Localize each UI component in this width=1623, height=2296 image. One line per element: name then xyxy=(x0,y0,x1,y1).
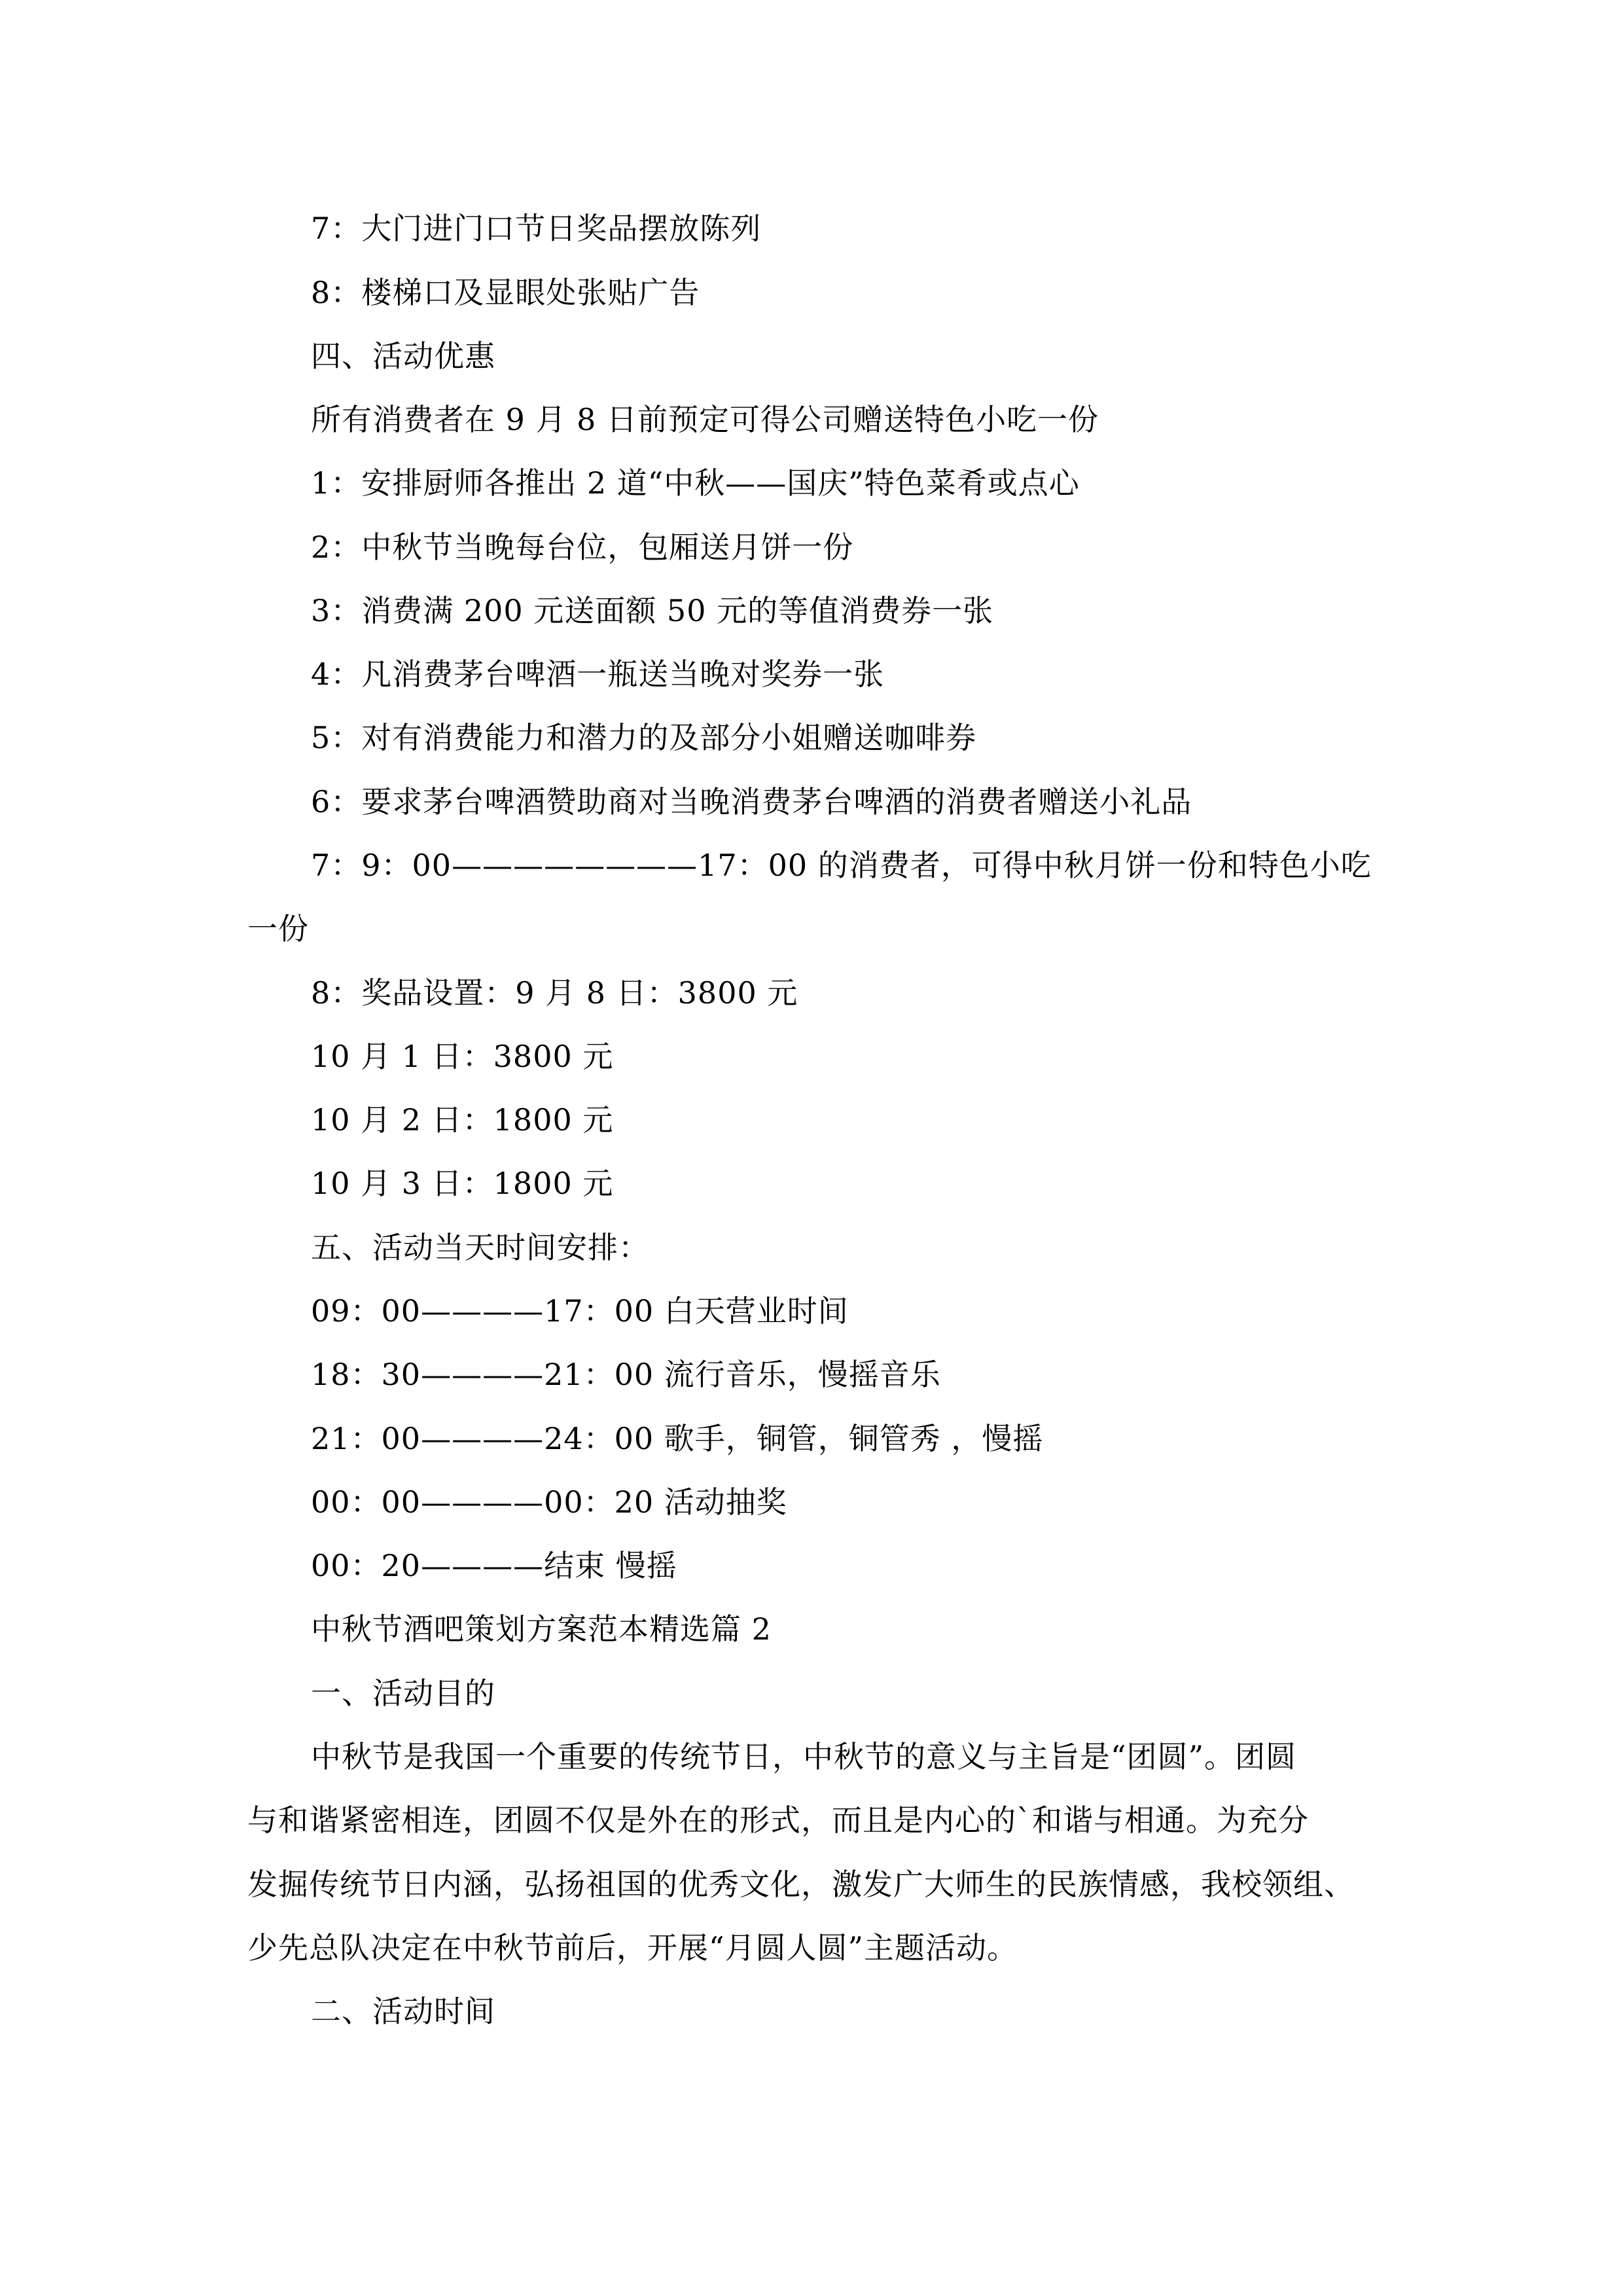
list-item-offer-6: 6：要求茅台啤酒赞助商对当晚消费茅台啤酒的消费者赠送小礼品 xyxy=(311,784,1192,819)
prize-oct-2: 10 月 2 日：1800 元 xyxy=(311,1102,614,1138)
paragraph-preorder-gift: 所有消费者在 9 月 8 日前预定可得公司赠送特色小吃一份 xyxy=(311,402,1099,437)
prize-oct-3: 10 月 3 日：1800 元 xyxy=(311,1166,614,1201)
list-item-offer-3: 3：消费满 200 元送面额 50 元的等值消费券一张 xyxy=(311,593,994,628)
list-item-stair-posters: 8：楼梯口及显眼处张贴广告 xyxy=(311,275,700,310)
section-heading-schedule: 五、活动当天时间安排： xyxy=(311,1230,649,1265)
schedule-item-music: 18：30————21：00 流行音乐，慢摇音乐 xyxy=(311,1357,941,1392)
schedule-item-end: 00：20————结束 慢摇 xyxy=(311,1548,677,1583)
section-heading-time: 二、活动时间 xyxy=(311,1994,495,2029)
list-item-offer-7: 7：9：00————————17：00 的消费者，可得中秋月饼一份和特色小吃 xyxy=(311,848,1372,883)
list-item-offer-1: 1：安排厨师各推出 2 道“中秋——国庆”特色菜肴或点心 xyxy=(311,465,1080,501)
list-item-offer-4: 4：凡消费茅台啤酒一瓶送当晚对奖券一张 xyxy=(311,656,885,692)
schedule-item-lottery: 00：00————00：20 活动抽奖 xyxy=(311,1484,787,1520)
list-item-prize-settings: 8：奖品设置：9 月 8 日：3800 元 xyxy=(311,975,798,1011)
paragraph-purpose-line-2: 与和谐紧密相连，团圆不仅是外在的形式，而且是内心的`和谐与相通。为充分 xyxy=(247,1803,1309,1838)
prize-oct-1: 10 月 1 日：3800 元 xyxy=(311,1039,614,1074)
section-heading-purpose: 一、活动目的 xyxy=(311,1676,495,1711)
paragraph-purpose-line-3: 发掘传统节日内涵，弘扬祖国的优秀文化，激发广大师生的民族情感，我校领组、 xyxy=(247,1867,1355,1902)
paragraph-purpose-line-4: 少先总队决定在中秋节前后，开展“月圆人圆”主题活动。 xyxy=(247,1930,1018,1965)
article-title-part-2: 中秋节酒吧策划方案范本精选篇 2 xyxy=(311,1611,772,1647)
paragraph-purpose-line-1: 中秋节是我国一个重要的传统节日，中秋节的意义与主旨是“团圆”。团圆 xyxy=(311,1739,1297,1774)
schedule-item-singers: 21：00————24：00 歌手，铜管，铜管秀 ，慢摇 xyxy=(311,1421,1044,1456)
section-heading-offers: 四、活动优惠 xyxy=(311,338,495,374)
schedule-item-daytime: 09：00————17：00 白天营业时间 xyxy=(311,1293,849,1329)
list-item-offer-7-continued: 一份 xyxy=(247,911,309,946)
list-item-offer-5: 5：对有消费能力和潜力的及部分小姐赠送咖啡券 xyxy=(311,720,977,755)
list-item-entrance-prizes: 7：大门进门口节日奖品摆放陈列 xyxy=(311,211,762,246)
list-item-offer-2: 2：中秋节当晚每台位，包厢送月饼一份 xyxy=(311,529,854,565)
